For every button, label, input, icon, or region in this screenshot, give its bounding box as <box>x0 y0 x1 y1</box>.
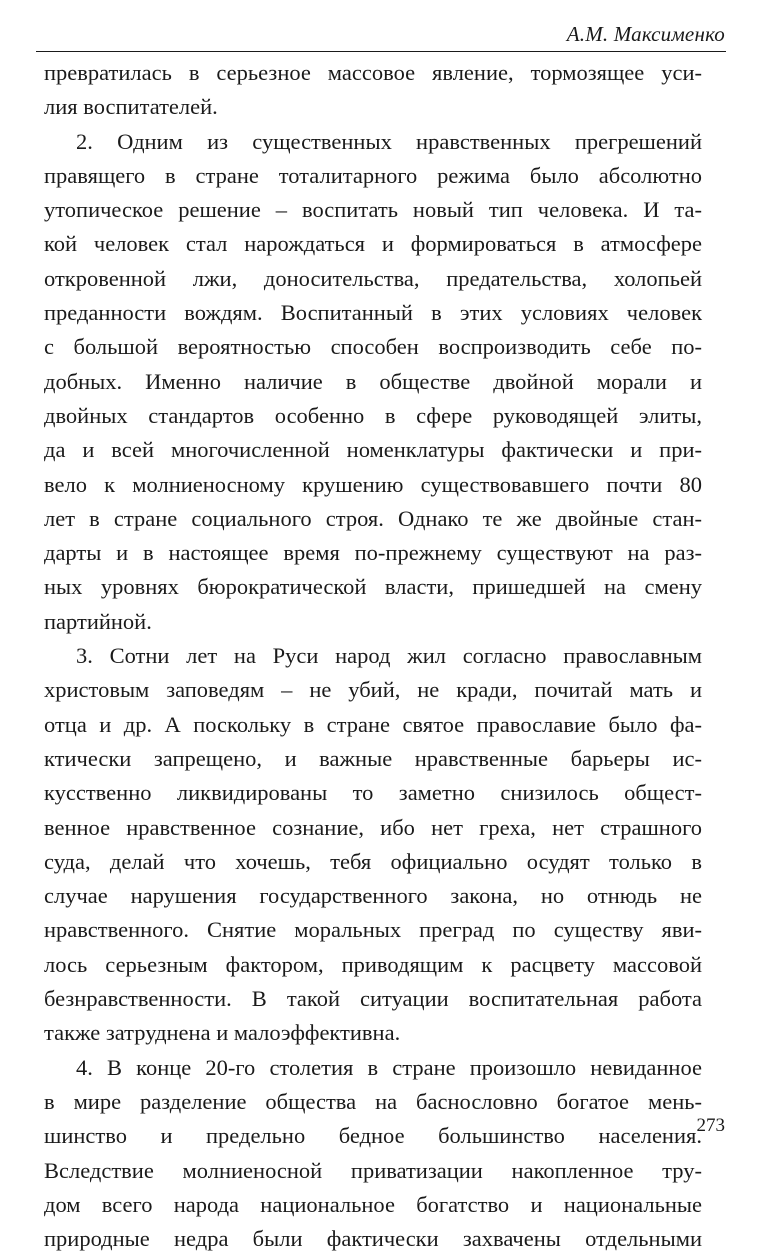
text-line: двойных стандартов особенно в сфере руководящей элиты, <box>44 402 702 428</box>
text-line: шинство и предельно бедное большинство населения. <box>44 1123 702 1149</box>
text-line: откровенной лжи, доносительства, предательства, холопьей <box>44 265 702 291</box>
page-number: 273 <box>696 1115 725 1136</box>
text-line: правящего в стране тоталитарного режима было абсолютно <box>44 162 702 188</box>
paragraph-start-line: 3. Сотни лет на Руси народ жил согласно православным <box>76 643 702 669</box>
text-line: лия воспитателей. <box>44 94 218 120</box>
text-line: ных уровнях бюрократической власти, пришедшей на смену <box>44 574 702 600</box>
paragraph-start-line: 2. Одним из существенных нравственных прегрешений <box>76 128 702 154</box>
text-line: безнравственности. В такой ситуации воспитательная работа <box>44 986 702 1012</box>
text-line: с большой вероятностью способен воспроизводить себе по- <box>44 334 702 360</box>
text-line: христовым заповедям – не убий, не кради, почитай мать и <box>44 677 702 703</box>
text-line: кой человек стал нарождаться и формироваться в атмосфере <box>44 231 702 257</box>
header-rule <box>36 51 726 52</box>
body-text <box>44 56 702 1256</box>
text-line: венное нравственное сознание, ибо нет греха, нет страшного <box>44 814 702 840</box>
text-line: преданности вождям. Воспитанный в этих условиях человек <box>44 300 702 326</box>
text-line: вело к молниеносному крушению существовавшего почти 80 <box>44 471 702 497</box>
text-line: суда, делай что хочешь, тебя официально осудят только в <box>44 848 702 874</box>
text-line: также затруднена и малоэффективна. <box>44 1020 401 1046</box>
text-line: лет в стране социального строя. Однако те же двойные стан- <box>44 505 702 531</box>
text-line: дарты и в настоящее время по-прежнему существуют на раз- <box>44 540 702 566</box>
text-line: да и всей многочисленной номенклатуры фактически и при- <box>44 437 702 463</box>
text-line: случае нарушения государственного закона, но отнюдь не <box>44 883 702 909</box>
text-line: отца и др. А поскольку в стране святое православие было фа- <box>44 711 702 737</box>
text-line: кусственно ликвидированы то заметно снизилось общест- <box>44 780 702 806</box>
text-line: лось серьезным фактором, приводящим к расцвету массовой <box>44 951 702 977</box>
text-line: ктически запрещено, и важные нравственные барьеры ис- <box>44 745 702 771</box>
text-line: превратилась в серьезное массовое явление, тормозящее уси- <box>44 60 702 85</box>
text-line: Вследствие молниеносной приватизации накопленное тру- <box>44 1157 702 1183</box>
text-line: дом всего народа национальное богатство и национальные <box>44 1191 702 1217</box>
running-head: А.М. Максименко <box>566 22 725 46</box>
text-line: утопическое решение – воспитать новый тип человека. И та- <box>44 197 702 223</box>
paragraph-start-line: 4. В конце 20-го столетия в стране произошло невиданное <box>76 1054 702 1080</box>
text-line: партийной. <box>44 608 152 634</box>
text-line: добных. Именно наличие в обществе двойной морали и <box>44 368 702 394</box>
text-line: природные недра были фактически захвачены отдельными <box>44 1226 702 1252</box>
text-line: нравственного. Снятие моральных преград по существу яви- <box>44 917 702 943</box>
text-line: в мире разделение общества на баснословно богатое мень- <box>44 1088 702 1114</box>
